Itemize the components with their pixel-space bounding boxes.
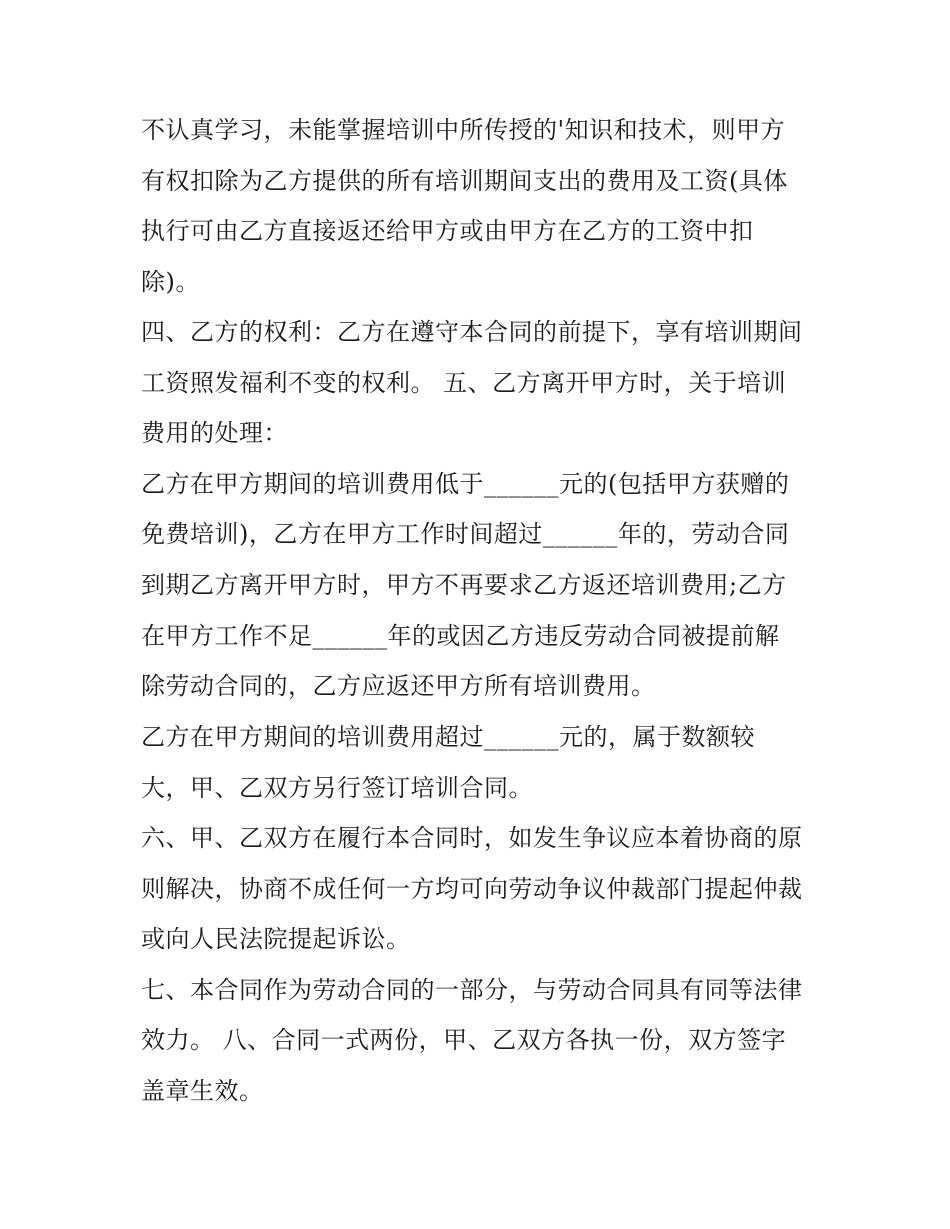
text-line: 除劳动合同的，乙方应返还甲方所有培训费用。 bbox=[141, 672, 656, 700]
text-line: 乙方在甲方期间的培训费用超过______元的，属于数额较 bbox=[141, 723, 755, 751]
text-line: 乙方在甲方期间的培训费用低于______元的(包括甲方获赠的 bbox=[141, 470, 790, 498]
text-line: 七、本合同作为劳动合同的一部分，与劳动合同具有同等法律 bbox=[141, 976, 803, 1004]
text-line: 有权扣除为乙方提供的所有培训期间支出的费用及工资(具体 bbox=[141, 167, 788, 195]
text-line: 除)。 bbox=[141, 268, 200, 296]
text-line: 执行可由乙方直接返还给甲方或由甲方在乙方的工资中扣 bbox=[141, 217, 754, 245]
text-line: 大，甲、乙双方另行签订培训合同。 bbox=[141, 774, 533, 802]
text-line: 工资照发福利不变的权利。 五、乙方离开甲方时，关于培训 bbox=[141, 369, 787, 397]
text-line: 六、甲、乙双方在履行本合同时，如发生争议应本着协商的原 bbox=[141, 824, 803, 852]
text-line: 盖章生效。 bbox=[141, 1077, 264, 1105]
text-line: 不认真学习，未能掌握培训中所传授的'知识和技术，则甲方 bbox=[141, 116, 786, 144]
text-line: 效力。 八、合同一式两份，甲、乙双方各执一份，双方签字 bbox=[141, 1026, 787, 1054]
text-line: 免费培训)，乙方在甲方工作时间超过______年的，劳动合同 bbox=[141, 520, 790, 548]
text-line: 四、乙方的权利：乙方在遵守本合同的前提下，享有培训期间 bbox=[141, 318, 803, 346]
text-line: 在甲方工作不足______年的或因乙方违反劳动合同被提前解 bbox=[141, 622, 780, 650]
text-line: 则解决，协商不成任何一方均可向劳动争议仲裁部门提起仲裁 bbox=[141, 875, 803, 903]
text-line: 或向人民法院提起诉讼。 bbox=[141, 925, 411, 953]
text-line: 费用的处理： bbox=[141, 419, 288, 447]
text-line: 到期乙方离开甲方时，甲方不再要求乙方返还培训费用;乙方 bbox=[141, 571, 787, 599]
